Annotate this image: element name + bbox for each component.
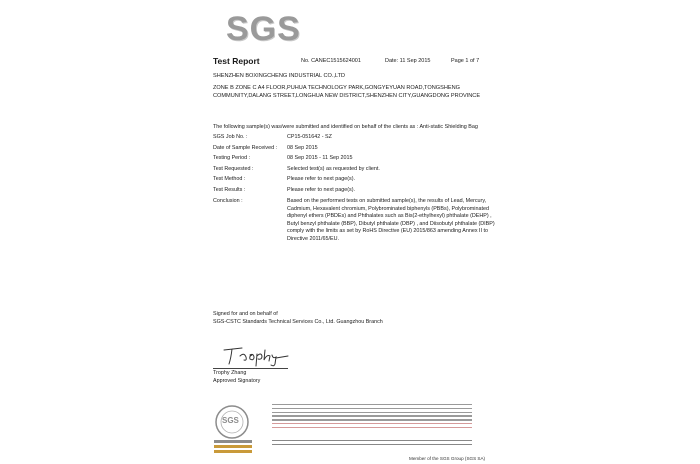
field-value: Selected test(s) as requested by client. bbox=[287, 165, 380, 172]
address-lines bbox=[272, 440, 472, 452]
signature-line bbox=[213, 368, 288, 369]
signatory-title: Approved Signatory bbox=[213, 377, 261, 384]
page-number: Page 1 of 7 bbox=[451, 58, 480, 64]
field-value: 08 Sep 2015 bbox=[287, 144, 318, 151]
field-label: Test Method : bbox=[213, 176, 246, 182]
conclusion-label: Conclusion : bbox=[213, 198, 243, 204]
field-label: SGS Job No. : bbox=[213, 134, 248, 140]
seal-line-1 bbox=[214, 440, 252, 443]
field-value: Please refer to next page(s). bbox=[287, 186, 356, 193]
conclusion-text: Based on the performed tests on submitted sample(s), the results of Lead, Mercury, Cadmium, Hexavalent chromium, Polybrominated biphenyls (PBBs), Polybrominated diphenyl ethers (PBDEs) and Phthalates such as Bis(2-ethylhexyl) phthalate (DEHP) , Butyl benzyl phthalate (BBP), Dibutyl phthalate (DBP) , and Diisobutyl phthalate (DIBP) comply with the limits as set by RoHS Directive (EU) 2015/863 amending Annex II to Directive 2011/65/EU. bbox=[287, 198, 495, 242]
field-label: Date of Sample Received : bbox=[213, 144, 278, 151]
signatory-name: Trophy Zhang bbox=[213, 370, 247, 376]
terms-line bbox=[272, 408, 472, 409]
terms-line bbox=[272, 412, 472, 413]
field-value: 08 Sep 2015 - 11 Sep 2015 bbox=[287, 155, 353, 161]
client-block bbox=[213, 72, 503, 100]
field-label: Test Results : bbox=[213, 186, 246, 193]
client-address-line2: COMMUNITY,DALANG STREET,LONGHUA NEW DISTRICT,SHENZHEN CITY,GUANGDONG PROVINCE bbox=[213, 93, 481, 99]
client-name: SHENZHEN BOXINGCHENG INDUSTRIAL CO.,LTD bbox=[213, 73, 346, 79]
report-date: Date: 11 Sep 2015 bbox=[385, 58, 431, 64]
member-of-sgs: Member of the SGS Group (SGS SA) bbox=[409, 456, 486, 461]
field-value: CP15-051642 - SZ bbox=[287, 134, 332, 140]
terms-text-block bbox=[272, 404, 472, 430]
seal-text: SGS bbox=[222, 416, 239, 425]
signatory-block bbox=[213, 370, 260, 385]
terms-line bbox=[272, 419, 472, 420]
field-label: Test Requested : bbox=[213, 165, 254, 172]
terms-line-red bbox=[272, 423, 472, 424]
signature-image bbox=[220, 344, 290, 368]
signed-line1: Signed for and on behalf of bbox=[213, 311, 278, 317]
address-line-en bbox=[272, 440, 472, 441]
field-value: Please refer to next page(s). bbox=[287, 176, 356, 182]
terms-line bbox=[272, 415, 472, 416]
signed-line2: SGS-CSTC Standards Technical Services Co., Ltd. Guangzhou Branch bbox=[213, 318, 383, 325]
sample-intro: The following sample(s) was/were submitted and identified on behalf of the clients as : Anti-static Shielding Bag bbox=[213, 124, 478, 130]
report-number: No. CANEC1515624001 bbox=[301, 58, 361, 64]
report-title: Test Report bbox=[213, 56, 260, 66]
client-address-line1: ZONE B ZONE C A4 FLOOR,PUHUA TECHNOLOGY PARK,GONGYEYUAN ROAD,TONGSHENG bbox=[213, 85, 461, 91]
sgs-logo: SGS bbox=[226, 10, 301, 48]
seal-line-2 bbox=[214, 445, 252, 448]
terms-line bbox=[272, 404, 472, 405]
signed-on-behalf bbox=[213, 311, 383, 326]
address-line-cn bbox=[272, 444, 472, 445]
sgs-seal-icon bbox=[210, 402, 266, 458]
seal-line-3 bbox=[214, 450, 252, 453]
signature-stroke bbox=[224, 348, 288, 366]
field-label: Testing Period : bbox=[213, 155, 251, 161]
terms-line-red bbox=[272, 427, 472, 428]
